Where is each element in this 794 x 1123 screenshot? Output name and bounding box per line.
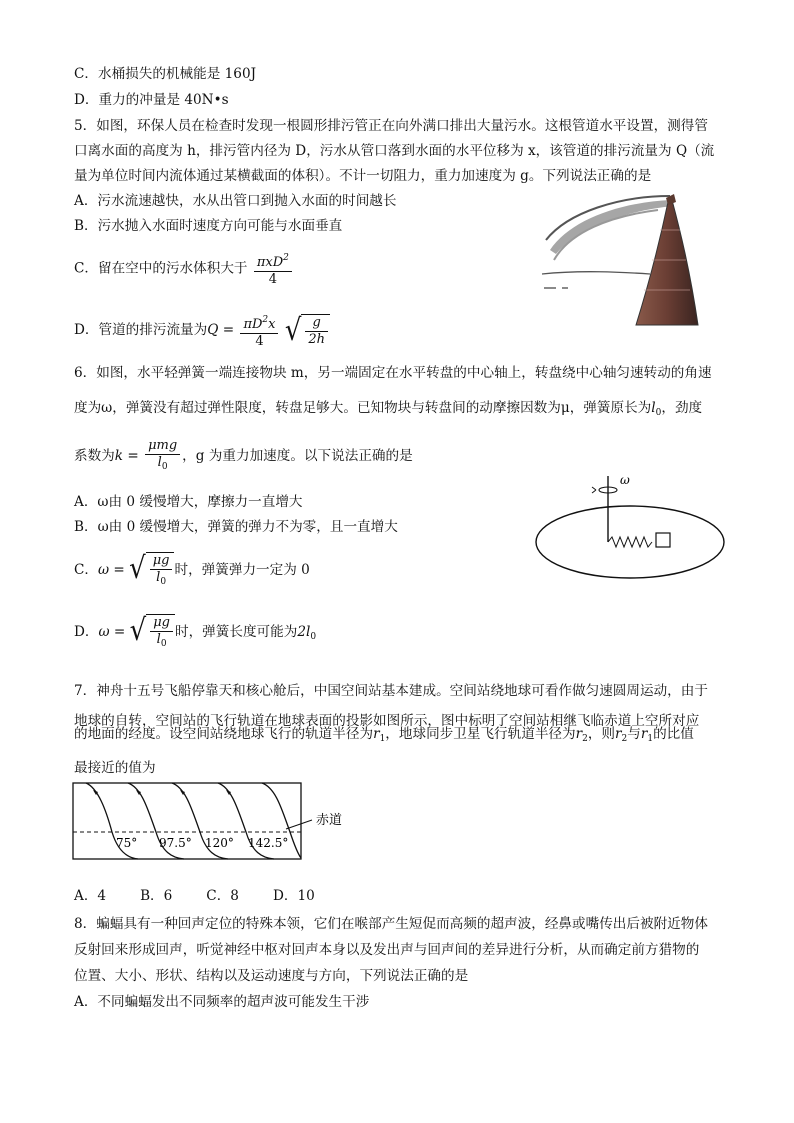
figure-q7-ground-track <box>72 780 372 880</box>
q6-line3-text-a: 系数为 <box>74 448 115 464</box>
q7-stem-line4: 最接近的值为 <box>74 760 156 776</box>
q7-r1: r <box>373 726 380 742</box>
q7-r2b-sub: 2 <box>621 734 628 744</box>
q7-option-b: B．6 <box>140 888 173 904</box>
q7-r2b: r <box>615 726 622 742</box>
q8-option-a: A．不同蝙蝠发出不同频率的超声波可能发生干涉 <box>74 994 370 1010</box>
q8-stem-line3: 位置、大小、形状、结构以及运动速度与方向，下列说法正确的是 <box>74 968 469 984</box>
q5-option-c-text: C．留在空中的污水体积大于 <box>74 260 248 277</box>
q5-option-b: B．污水抛入水面时速度方向可能与水面垂直 <box>74 218 343 234</box>
q5c-exponent: 2 <box>283 253 289 263</box>
q4-option-d: D．重力的冲量是 40N•s <box>74 92 229 108</box>
q7-option-c: C．8 <box>206 888 239 904</box>
q6-c-num: μg <box>150 553 173 570</box>
q6-stem-line3 <box>74 438 413 475</box>
q6-d-num: μg <box>150 615 173 632</box>
longitude-3: 120° <box>205 836 234 850</box>
longitude-4: 142.5° <box>248 836 289 850</box>
q7-option-a: A．4 <box>74 888 107 904</box>
q6-d-den-sub: 0 <box>160 638 167 649</box>
q7-line3-c: ，则 <box>587 726 616 742</box>
q5-option-c-fraction <box>254 250 292 288</box>
q5d-numerator-b: x <box>268 316 276 332</box>
figure-q5-pipe <box>540 190 720 330</box>
q5-option-d-sqrt: √ $\frac{g}{2h}$ <box>285 314 330 348</box>
q5-stem-line2: 口离水面的高度为 h，排污管内径为 D，污水从管口落到水面的水平位移为 x，该管道的排污流量为 Q（流 <box>74 143 715 159</box>
q6-c-den: l <box>156 569 161 585</box>
q6-d-sqrt: √ $\frac{\mu g}{l_0}$ <box>130 614 175 652</box>
q5c-numerator: πxD <box>256 255 284 270</box>
q6-k-eq: k = <box>114 448 139 464</box>
q5-option-d <box>74 310 330 350</box>
longitude-2: 97.5° <box>159 836 192 850</box>
q6-c-text: 时，弹簧弹力一定为 0 <box>174 562 310 578</box>
q6-c-label: C． <box>74 562 98 578</box>
q7-line3-d: 与 <box>627 726 641 742</box>
q6-c-frac <box>150 553 173 590</box>
equator-label: 赤道 <box>316 813 343 828</box>
q7-stem-line3 <box>74 724 694 749</box>
q5d-numerator-a: πD <box>243 316 263 332</box>
q6-line2-text-b: ，劲度 <box>661 400 703 416</box>
q6-d-frac <box>150 615 173 652</box>
q7-option-d: D．10 <box>272 888 315 904</box>
q8-stem-line2: 反射回来形成回声，听觉神经中枢对回声本身以及发出声与回声间的差异进行分析，从而确定前方猎物的 <box>74 942 700 958</box>
q5d-2h: 2h <box>308 331 326 347</box>
q7-r1b: r <box>640 726 648 742</box>
q6-k-fraction <box>145 438 180 475</box>
q5d-denominator: 4 <box>255 333 264 349</box>
q6-option-c <box>74 546 310 594</box>
q5-option-d-text: D．管道的排污流量为 <box>74 322 208 338</box>
q7-stem-line1: 7．神舟十五号飞船停靠天和核心舱后，中国空间站基本建成。空间站绕地球可看作做匀速圆周运动，由于 <box>74 683 708 699</box>
q5d-exponent: 2 <box>262 314 269 325</box>
q7-r1b-sub: 1 <box>647 734 654 744</box>
q7-r2: r <box>575 726 583 742</box>
q7-line3-a: 的地面的经度。设空间站绕地球飞行的轨道半径为 <box>74 726 374 742</box>
q4-option-c: C．水桶损失的机械能是 160J <box>74 66 257 82</box>
q5-stem-line3: 量为单位时间内流体通过某横截面的体积）。不计一切阻力，重力加速度为 g。下列说法正确的是 <box>74 168 652 184</box>
longitude-1: 75° <box>116 836 138 850</box>
q6-stem-line2 <box>74 398 702 423</box>
q6-d-text: 时，弹簧长度可能为 <box>174 624 298 640</box>
q6-line2-text-a: 度为ω，弹簧没有超过弹性限度，转盘足够大。已知物块与转盘间的动摩擦因数为μ，弹簧原长为 <box>74 400 652 416</box>
q7-stem-line2: 地球的自转，空间站的飞行轨道在地球表面的投影如图所示，图中标明了空间站相继飞临赤道上空所对应 <box>74 713 700 729</box>
q5c-denominator: 4 <box>268 272 278 287</box>
q5-option-c <box>74 250 294 288</box>
q5d-Q-eq: Q = <box>207 322 235 338</box>
q6-c-omega: ω = <box>98 562 125 578</box>
q7-line3-e: 的比值 <box>653 726 694 742</box>
q6-k-den-sub: 0 <box>161 462 168 472</box>
q6-c-den-sub: 0 <box>160 576 167 587</box>
q6-l0: l <box>651 400 656 416</box>
q5-option-a: A．污水流速越快，水从出管口到抛入水面的时间越长 <box>74 193 397 209</box>
q6-d-2l0-sub: 0 <box>310 632 317 642</box>
q7-options <box>74 886 349 906</box>
q6-d-label: D． <box>74 624 99 640</box>
q6-option-d <box>74 608 316 661</box>
q6-c-sqrt: √ $\frac{\mu g}{l_0}$ <box>129 552 174 590</box>
q6-k-num: μmg <box>145 438 180 455</box>
q6-line3-text-b: ，g 为重力加速度。以下说法正确的是 <box>182 448 413 464</box>
q6-d-omega: ω = <box>98 624 126 640</box>
q7-r2-sub: 2 <box>582 734 588 744</box>
omega-label: ω <box>620 473 630 487</box>
q6-l0-sub: 0 <box>655 408 662 418</box>
q5-stem-line1: 5．如图，环保人员在检查时发现一根圆形排污管正在向外满口排出大量污水。这根管道水平设置，测得管 <box>74 118 708 134</box>
q6-d-den: l <box>156 631 161 647</box>
q7-r1-sub: 1 <box>379 734 386 744</box>
q5-option-d-fraction <box>240 312 278 350</box>
q8-stem-line1: 8．蝙蝠具有一种回声定位的特殊本领，它们在喉部产生短促而高频的超声波，经鼻或嘴传出后被附近物体 <box>74 916 708 932</box>
q5d-sqrt-fraction <box>305 315 328 348</box>
q6-option-a: A．ω由 0 缓慢增大，摩擦力一直增大 <box>74 494 303 510</box>
q6-d-2l0: 2l <box>297 624 311 640</box>
figure-q6-turntable <box>530 470 730 580</box>
q6-option-b: B．ω由 0 缓慢增大，弹簧的弹力不为零，且一直增大 <box>74 519 398 535</box>
q6-k-den: l <box>157 455 162 470</box>
q7-line3-b: ，地球同步卫星飞行轨道半径为 <box>385 726 576 742</box>
q5d-g: g <box>305 315 328 332</box>
q6-stem-line1: 6．如图，水平轻弹簧一端连接物块 m，另一端固定在水平转盘的中心轴上，转盘绕中心轴匀速转动的角速 <box>74 365 712 381</box>
